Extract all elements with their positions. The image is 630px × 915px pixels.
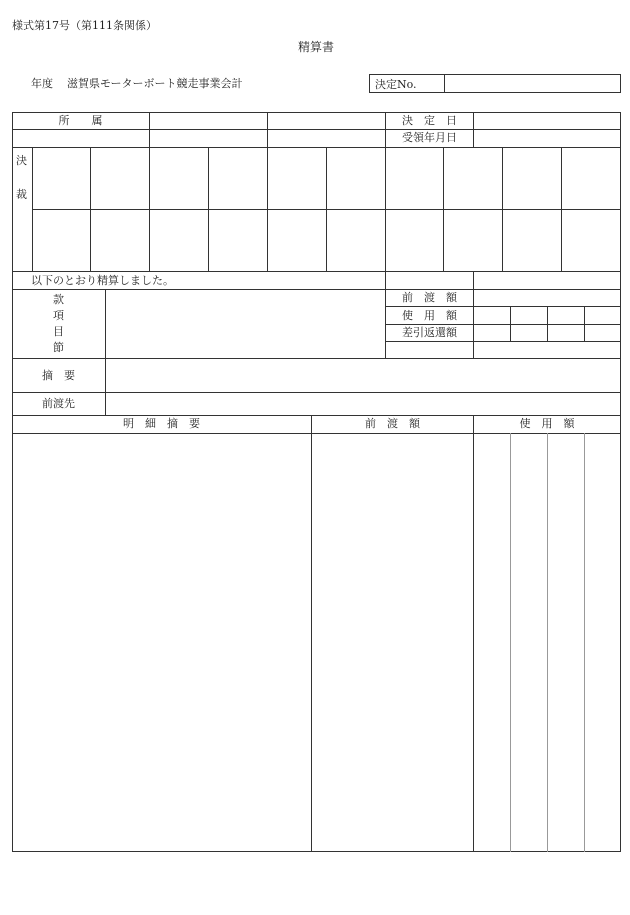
form-title: 精算書 — [298, 40, 335, 54]
category-setsu: 節 — [53, 341, 64, 354]
used-amount-label: 使 用 額 — [402, 309, 457, 322]
category-kan: 款 — [53, 293, 64, 306]
category-moku: 目 — [53, 325, 64, 338]
summary-label: 摘 要 — [42, 369, 75, 382]
decision-no-label: 決定No. — [375, 78, 417, 91]
year-label: 年度 — [31, 77, 53, 90]
settlement-statement: 以下のとおり精算しました。 — [31, 274, 174, 287]
decision-date-label: 決 定 日 — [402, 114, 457, 127]
payee-label: 前渡先 — [42, 397, 75, 410]
detail-description-header: 明 細 摘 要 — [123, 417, 200, 430]
category-kou: 項 — [53, 309, 64, 322]
form-number: 様式第17号（第111条関係） — [12, 19, 157, 32]
refund-amount-label: 差引返還額 — [402, 326, 457, 339]
detail-advance-header: 前 渡 額 — [365, 417, 420, 430]
affiliation-label: 所 属 — [58, 114, 103, 127]
approval-label-1: 決 — [16, 154, 27, 167]
account-name: 滋賀県モーターボート競走事業会計 — [67, 77, 243, 90]
approval-label-2: 裁 — [16, 188, 27, 201]
detail-used-header: 使 用 額 — [519, 417, 575, 430]
receipt-date-label: 受領年月日 — [402, 131, 457, 144]
advance-amount-label: 前 渡 額 — [402, 291, 457, 304]
